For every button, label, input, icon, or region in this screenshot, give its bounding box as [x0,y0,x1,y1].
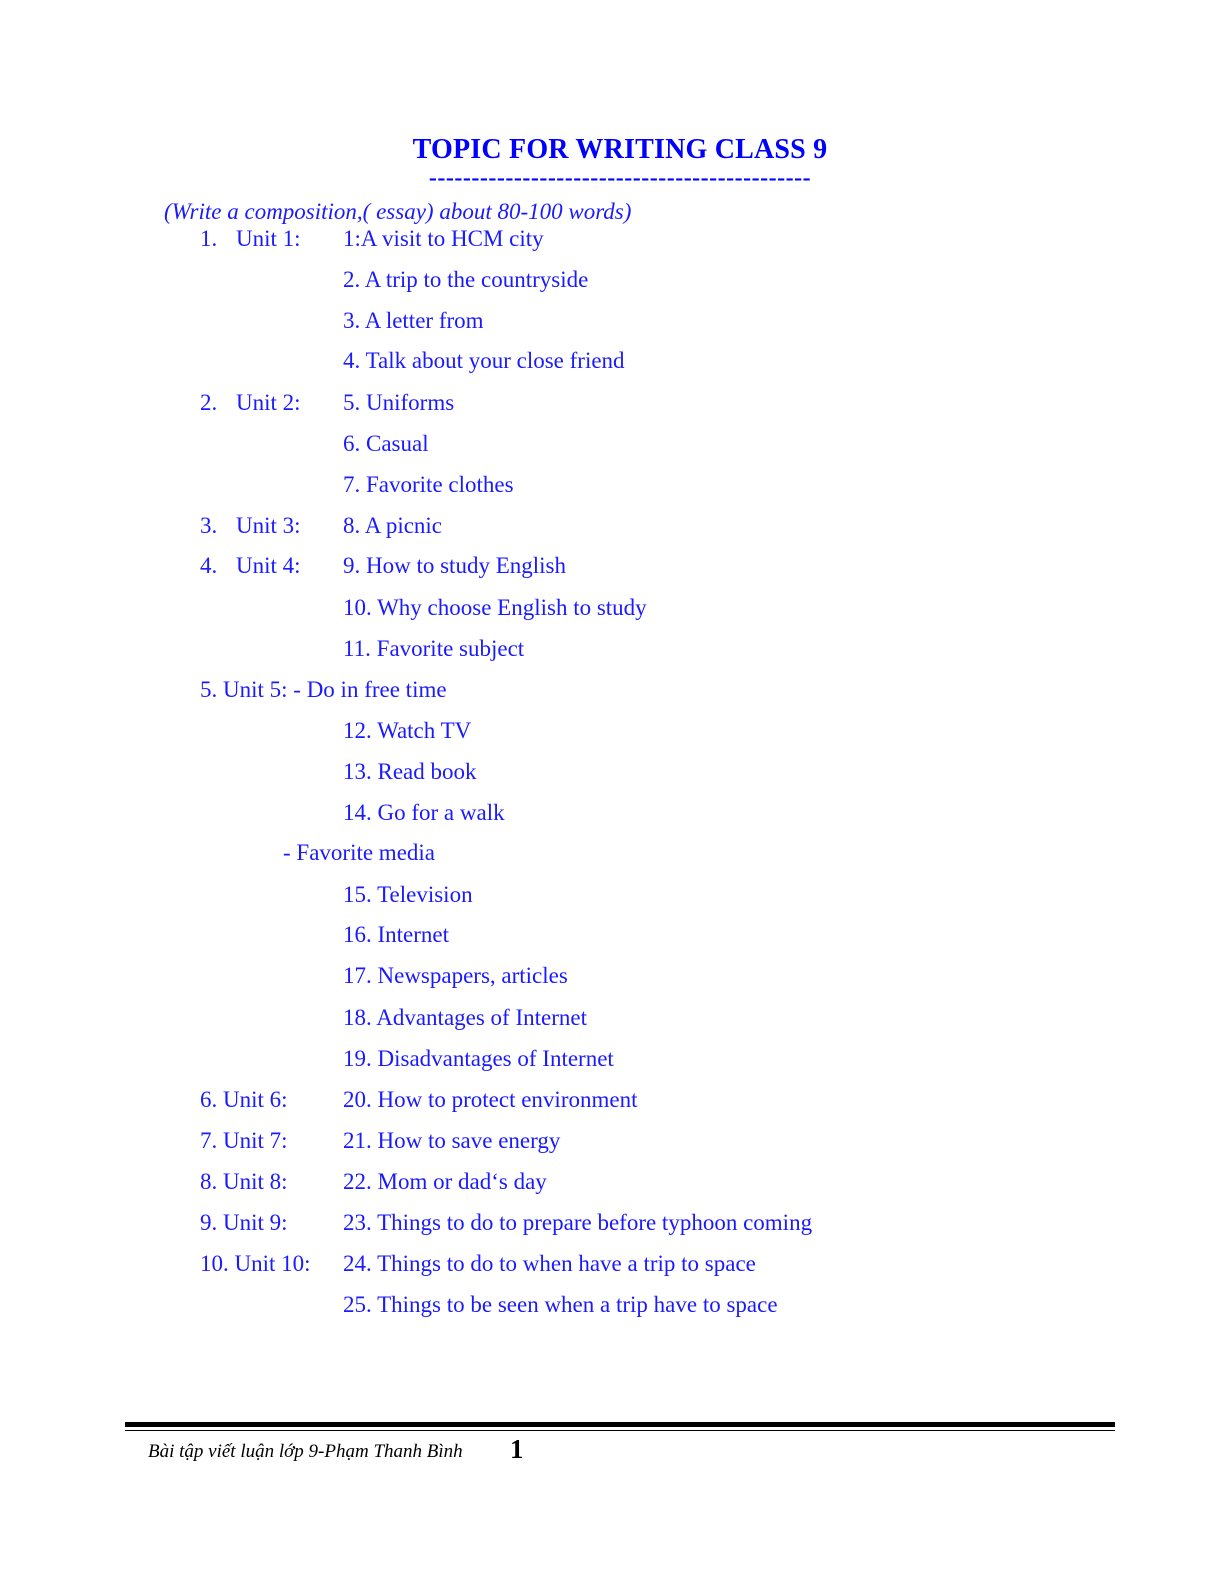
topic: 10. Why choose English to study [343,595,647,620]
footer-text: Bài tập viết luận lớp 9-Phạm Thanh Bình [148,1441,463,1462]
topic: 3. A letter from [343,308,484,333]
topic: 20. How to protect environment [343,1087,638,1112]
topic: 23. Things to do to prepare before typhoon coming [343,1210,813,1235]
sub-heading: - Favorite media [283,840,436,865]
footer-rule-thin [125,1430,1115,1431]
topic: 4. Talk about your close friend [343,348,625,373]
topic: 9. How to study English [343,553,566,578]
unit-label: Unit 4: [236,553,301,578]
unit-label: 8. Unit 8: [200,1169,288,1194]
topic: 7. Favorite clothes [343,472,514,497]
topic: 2. A trip to the countryside [343,267,589,292]
topic: 5. Uniforms [343,390,455,415]
title-separator: --------------------------------------------- [428,165,812,191]
unit-label: Unit 2: [236,390,301,415]
page-number: 1 [510,1434,524,1464]
instruction-text: (Write a composition,( essay) about 80-100 words) [164,199,632,224]
topic: 13. Read book [343,759,477,784]
topic: 25. Things to be seen when a trip have to space [343,1292,778,1317]
page-title: TOPIC FOR WRITING CLASS 9 [412,134,828,165]
topic: 19. Disadvantages of Internet [343,1046,614,1071]
unit-label: 10. Unit 10: [200,1251,311,1276]
unit-number: 3. [200,513,218,538]
footer-rule-thick [125,1422,1115,1427]
unit-number: 4. [200,553,218,578]
topic: 11. Favorite subject [343,636,525,661]
topic: 21. How to save energy [343,1128,561,1153]
unit-heading: 5. Unit 5: - Do in free time [200,677,447,702]
topic: 8. A picnic [343,513,443,538]
unit-label: Unit 3: [236,513,301,538]
topic: 6. Casual [343,431,429,456]
unit-number: 2. [200,390,218,415]
unit-label: Unit 1: [236,226,301,251]
unit-label: 6. Unit 6: [200,1087,288,1112]
topic: 1:A visit to HCM city [343,226,544,251]
topic: 12. Watch TV [343,718,472,743]
topic: 14. Go for a walk [343,800,505,825]
topic: 17. Newspapers, articles [343,963,568,988]
topic: 15. Television [343,882,473,907]
topic: 22. Mom or dad‘s day [343,1169,547,1194]
unit-label: 9. Unit 9: [200,1210,288,1235]
unit-label: 7. Unit 7: [200,1128,288,1153]
topic: 24. Things to do to when have a trip to space [343,1251,756,1276]
topic: 18. Advantages of Internet [343,1005,587,1030]
topic: 16. Internet [343,922,450,947]
unit-number: 1. [200,226,218,251]
